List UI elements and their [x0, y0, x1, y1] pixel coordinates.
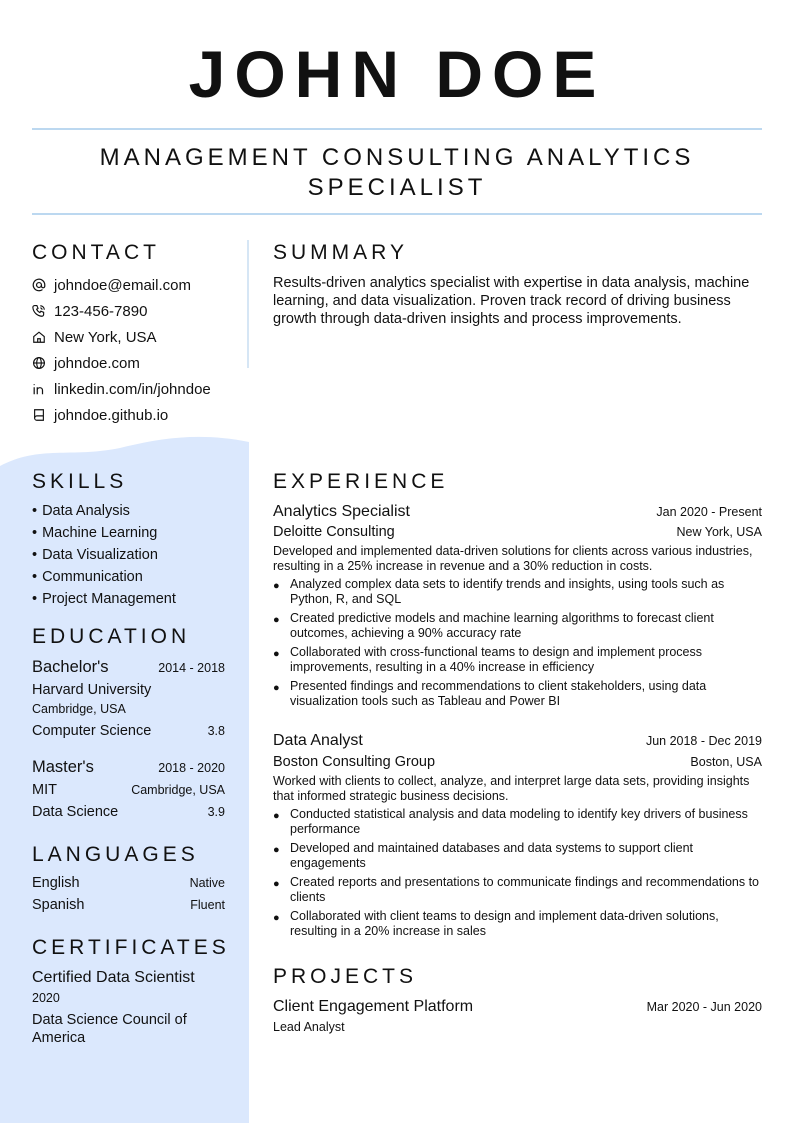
skill-item [32, 588, 176, 610]
language-level: Fluent [190, 898, 225, 912]
linkedin-icon [32, 382, 46, 396]
skills-list [32, 500, 176, 610]
school-location: Cambridge, USA [32, 702, 126, 716]
bullet-item [273, 645, 762, 675]
language-item [32, 875, 225, 897]
headline-line-2: SPECIALIST [307, 174, 487, 201]
language-name: Spanish [32, 897, 85, 913]
certificate-year: 2020 [32, 991, 60, 1005]
bullet-icon: ● [273, 648, 280, 660]
skill-label: Communication [42, 569, 143, 585]
bullet-item [273, 909, 762, 939]
certificate-entry [32, 969, 225, 1047]
language-name: English [32, 875, 80, 891]
contact-item-email[interactable] [32, 272, 242, 298]
languages-heading: LANGUAGES [32, 843, 199, 866]
school-location: Cambridge, USA [131, 783, 225, 797]
bullet-text: Created predictive models and machine learning algorithms to forecast client outcomes, achieving a 90% accuracy rate [290, 611, 714, 640]
skill-item [32, 522, 176, 544]
contact-item-website[interactable] [32, 350, 242, 376]
experience-heading: EXPERIENCE [273, 470, 449, 493]
experience-entry [273, 732, 762, 943]
certificates-heading: CERTIFICATES [32, 936, 230, 959]
skill-label: Data Visualization [42, 547, 158, 563]
bullet-item [273, 611, 762, 641]
contact-item-location [32, 324, 242, 350]
field-of-study: Data Science [32, 804, 119, 820]
contact-heading: CONTACT [32, 241, 160, 264]
bullet-icon: ● [273, 844, 280, 856]
bullet-text: Conducted statistical analysis and data modeling to identify key drivers of business performance [290, 807, 748, 836]
bullet-item [273, 841, 762, 871]
skill-label: Data Analysis [42, 503, 130, 519]
job-company: Boston Consulting Group [273, 754, 436, 770]
education-heading: EDUCATION [32, 625, 191, 648]
field-of-study: Computer Science [32, 723, 152, 739]
bullet-icon: ● [273, 912, 280, 924]
bullet-icon: • [32, 503, 38, 519]
bullet-icon: ● [273, 682, 280, 694]
education-entry [32, 658, 225, 745]
contact-item-phone[interactable] [32, 298, 242, 324]
bullet-item [273, 679, 762, 709]
projects-heading: PROJECTS [273, 965, 418, 988]
bullet-icon: • [32, 591, 38, 607]
school-name: MIT [32, 782, 57, 798]
job-dates: Jan 2020 - Present [656, 505, 762, 519]
skill-label: Machine Learning [42, 525, 158, 541]
bullet-icon: • [32, 547, 38, 563]
summary-text: Results-driven analytics specialist with expertise in data analysis, machine learning, and data visualization. Proven track record of driving business growth through data-driven insights and process improvements. [273, 275, 750, 327]
job-description: Worked with clients to collect, analyze, and interpret large data sets, providing insights that informed strategic business decisions. [273, 774, 750, 803]
degree-dates: 2018 - 2020 [158, 761, 225, 775]
project-role: Lead Analyst [273, 1020, 345, 1034]
bullet-icon: ● [273, 810, 280, 822]
degree-name: Bachelor's [32, 658, 109, 676]
bullet-icon: • [32, 525, 38, 541]
contact-location-text: New York, USA [54, 328, 157, 346]
education-entry [32, 758, 225, 826]
contact-list [32, 272, 242, 428]
degree-name: Master's [32, 758, 94, 776]
bullet-icon: ● [273, 878, 280, 890]
contact-linkedin-text: linkedin.com/in/johndoe [54, 380, 211, 398]
contact-item-linkedin[interactable] [32, 376, 242, 402]
degree-dates: 2014 - 2018 [158, 661, 225, 675]
bullet-icon: • [32, 569, 38, 585]
gpa-value: 3.8 [207, 724, 225, 738]
skill-item [32, 500, 176, 522]
skill-item [32, 566, 176, 588]
bullet-icon: ● [273, 580, 280, 592]
bullet-item [273, 577, 762, 607]
github-icon [32, 408, 46, 422]
job-title: Analytics Specialist [273, 503, 410, 520]
header-divider-bottom [32, 213, 762, 215]
bullet-text: Created reports and presentations to communicate findings and recommendations to clients [290, 875, 760, 904]
at-icon [32, 278, 46, 292]
job-description: Developed and implemented data-driven solutions for clients across various industries, resulting in a 25% increase in revenue and a 30% reduction in costs. [273, 544, 753, 573]
job-title: Data Analyst [273, 732, 363, 749]
languages-list [32, 875, 225, 919]
header-divider-top [32, 128, 762, 130]
skill-label: Project Management [42, 591, 176, 607]
bullet-text: Collaborated with cross-functional teams to design and implement process improvements, resulting in a 40% increase in efficiency [290, 645, 703, 674]
job-dates: Jun 2018 - Dec 2019 [645, 734, 762, 748]
certificate-issuer: Data Science Council of America [32, 1012, 187, 1046]
job-bullets [273, 807, 762, 939]
job-bullets [273, 577, 762, 709]
bullet-item [273, 807, 762, 837]
gpa-value: 3.9 [207, 805, 225, 819]
job-location: New York, USA [676, 525, 762, 539]
bullet-text: Analyzed complex data sets to identify trends and insights, using tools such as Python, R, and SQL [290, 577, 725, 606]
bullet-text: Developed and maintained databases and data systems to support client engagements [290, 841, 694, 870]
job-company: Deloitte Consulting [273, 524, 395, 540]
headline-line-1: MANAGEMENT CONSULTING ANALYTICS [99, 144, 695, 171]
bullet-item [273, 875, 762, 905]
job-location: Boston, USA [690, 755, 762, 769]
school-name: Harvard University [32, 682, 152, 698]
contact-email-text: johndoe@email.com [54, 276, 191, 294]
contact-website-text: johndoe.com [54, 354, 140, 372]
skill-item [32, 544, 176, 566]
bullet-icon: ● [273, 614, 280, 626]
home-icon [32, 330, 46, 344]
project-entry [273, 998, 762, 1034]
project-name: Client Engagement Platform [273, 998, 474, 1015]
skills-heading: SKILLS [32, 470, 128, 493]
language-item [32, 897, 225, 919]
phone-icon [32, 304, 46, 318]
bullet-text: Presented findings and recommendations to client stakeholders, using data visualization tools such as Tableau and Power BI [290, 679, 707, 708]
contact-item-github[interactable] [32, 402, 242, 428]
globe-icon [32, 356, 46, 370]
job-headline [60, 143, 734, 203]
summary-heading: SUMMARY [273, 241, 408, 264]
contact-phone-text: 123-456-7890 [54, 302, 148, 320]
language-level: Native [189, 876, 225, 890]
certificate-name: Certified Data Scientist [32, 969, 195, 986]
project-dates: Mar 2020 - Jun 2020 [646, 1000, 762, 1014]
contact-github-text: johndoe.github.io [54, 406, 169, 424]
column-divider [247, 240, 249, 368]
bullet-text: Collaborated with client teams to design and implement data-driven solutions, resulting in a 20% increase in sales [290, 909, 719, 938]
experience-entry [273, 503, 762, 713]
resume-name: JOHN DOE [188, 37, 606, 111]
